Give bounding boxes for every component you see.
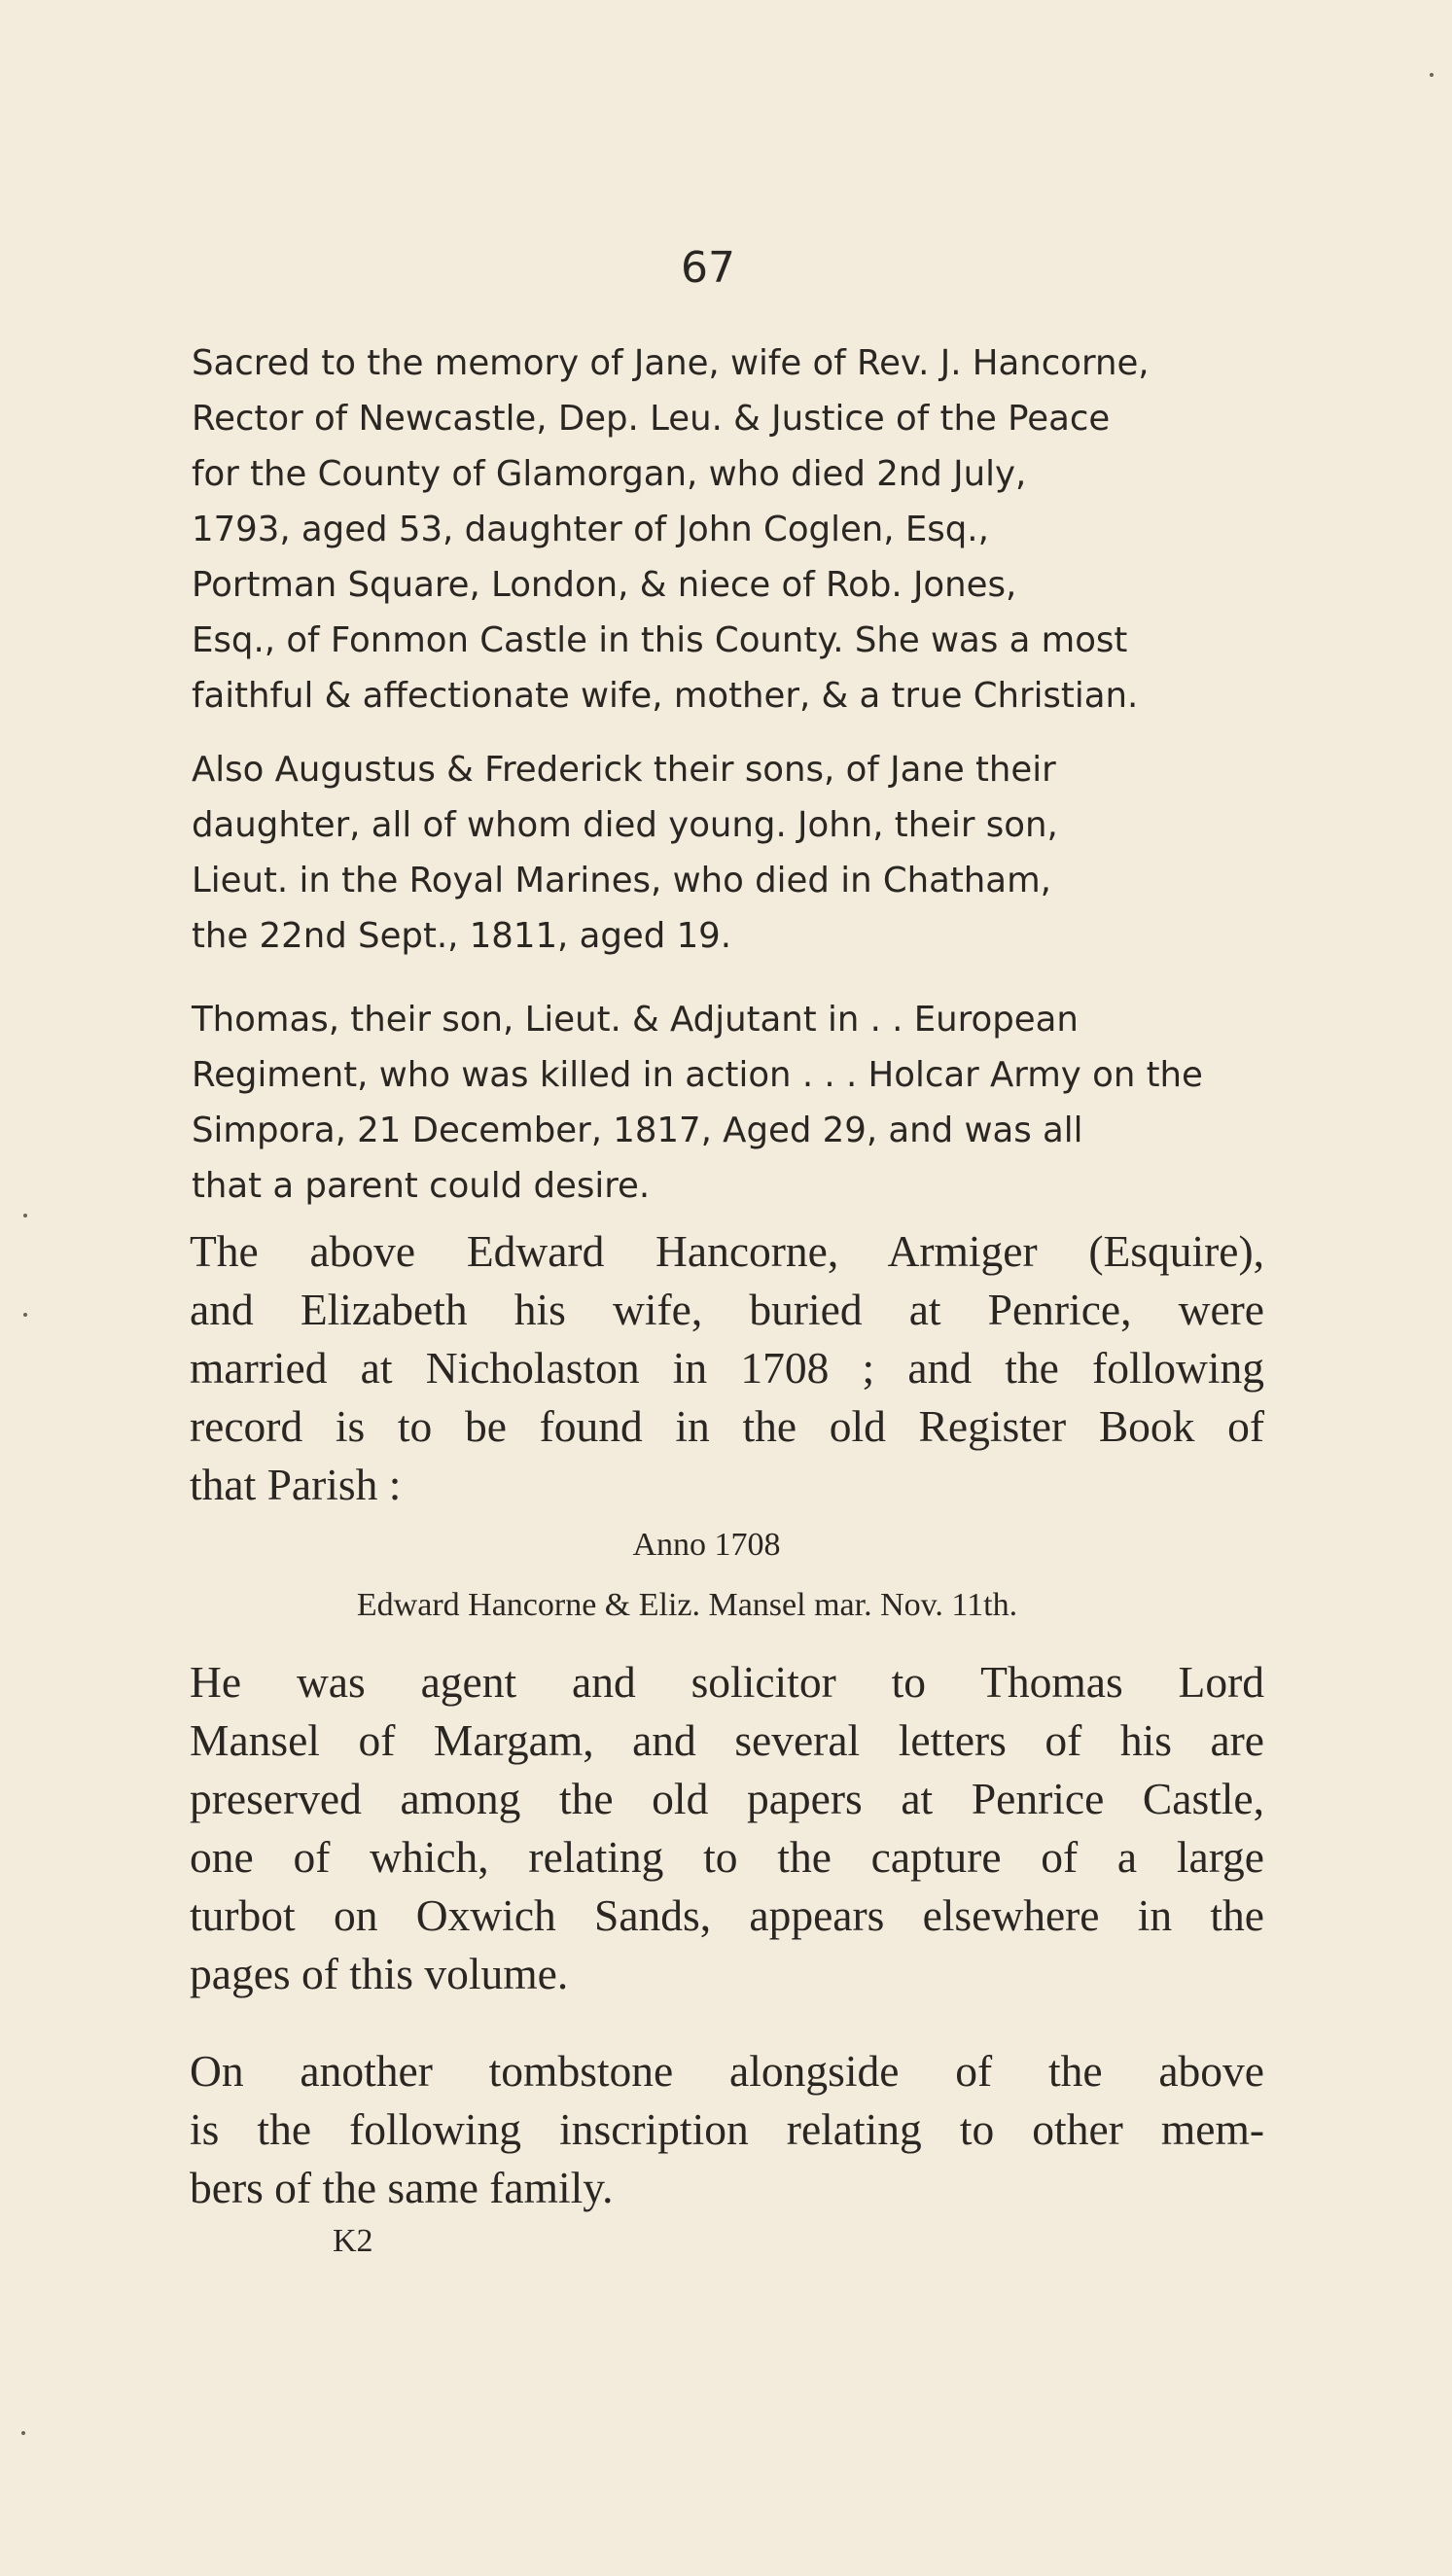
text-line: Also Augustus & Frederick their sons, of Jane their [192,750,1056,790]
body-paragraph-agent [190,1653,1264,2003]
register-entry: Edward Hancorne & Eliz. Mansel mar. Nov. 11th. [356,1587,1018,1623]
inscription-thomas [192,992,1203,1214]
text-line: Mansel of Margam, and several letters of his are [190,1715,1264,1765]
text-line: He was agent and solicitor to Thomas Lord [190,1657,1264,1707]
text-line: Esq., of Fonmon Castle in this County. She was a most [192,620,1128,660]
text-line: pages of this volume. [190,1949,569,1998]
text-line: for the County of Glamorgan, who died 2nd July, [192,454,1027,494]
body-paragraph-tombstone [190,2042,1264,2217]
text-line: that a parent could desire. [192,1166,651,1206]
signature-mark: K2 [333,2223,373,2259]
text-line: faithful & affectionate wife, mother, & a true Christian. [192,676,1139,716]
text-line: married at Nicholaston in 1708 ; and the following [190,1343,1264,1393]
text-line: Portman Square, London, & niece of Rob. Jones, [192,565,1017,605]
text-line: and Elizabeth his wife, buried at Penrice, were [190,1285,1264,1334]
text-line: On another tombstone alongside of the above [190,2046,1264,2096]
text-line: The above Edward Hancorne, Armiger (Esquire), [190,1226,1264,1276]
scan-speck [23,1313,27,1317]
inscription-jane-hancorne [192,335,1150,723]
text-line: Sacred to the memory of Jane, wife of Rev. J. Hancorne, [192,343,1150,383]
scan-speck [21,2431,25,2435]
register-year: Anno 1708 [632,1527,781,1563]
page-number: 67 [681,243,735,293]
text-line: bers of the same family. [190,2163,614,2212]
text-line: one of which, relating to the capture of a large [190,1832,1264,1882]
text-line: record is to be found in the old Register Book of [190,1401,1264,1451]
text-line: 1793, aged 53, daughter of John Coglen, Esq., [192,510,989,549]
text-line: turbot on Oxwich Sands, appears elsewhere in the [190,1890,1264,1940]
text-line: Lieut. in the Royal Marines, who died in Chatham, [192,861,1051,900]
body-paragraph-marriage [190,1222,1264,1514]
text-line: is the following inscription relating to other mem- [190,2104,1264,2154]
text-line: daughter, all of whom died young. John, their son, [192,805,1058,845]
text-line: Rector of Newcastle, Dep. Leu. & Justice of the Peace [192,399,1111,439]
text-line: Regiment, who was killed in action . . . Holcar Army on the [192,1055,1203,1095]
text-line: Thomas, their son, Lieut. & Adjutant in . . European [192,1000,1079,1040]
text-line: Simpora, 21 December, 1817, Aged 29, and was all [192,1111,1083,1150]
scan-speck [23,1214,27,1217]
text-line: that Parish : [190,1460,402,1509]
inscription-sons-and-daughter [192,742,1058,964]
text-line: the 22nd Sept., 1811, aged 19. [192,916,732,956]
scan-speck [1430,73,1434,77]
text-line: preserved among the old papers at Penrice Castle, [190,1774,1264,1823]
